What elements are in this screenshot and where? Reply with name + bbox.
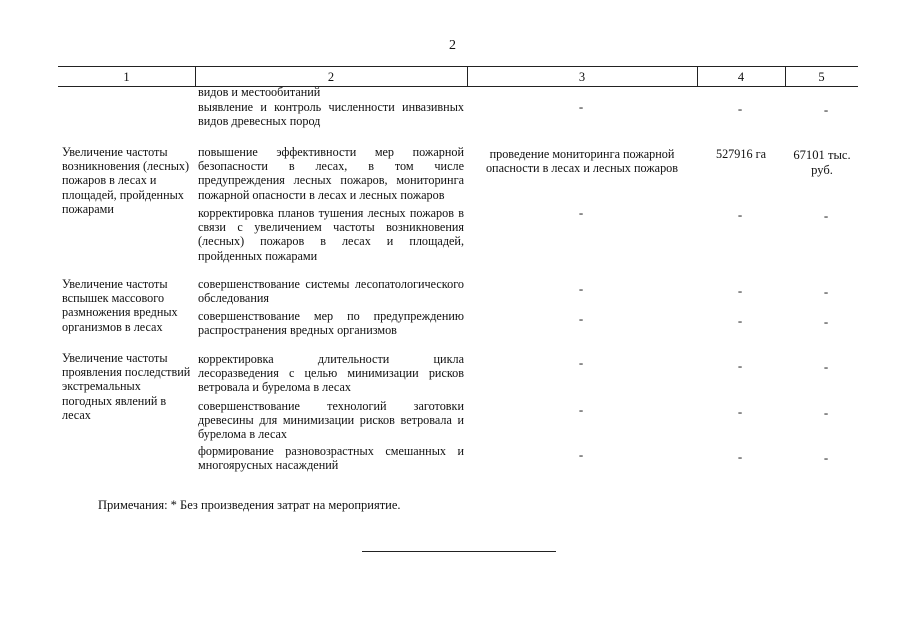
dash-value: - xyxy=(578,281,584,296)
end-rule xyxy=(362,551,556,552)
column-header-3: 3 xyxy=(578,70,586,84)
measure-text: видов и местообитаний xyxy=(198,85,321,99)
measure-text: совершенствование технологий заготовки древесины для минимизации рисков ветровала и бурелома в лесах xyxy=(198,399,464,442)
dash-value: - xyxy=(578,99,584,114)
column-header-5: 5 xyxy=(818,70,825,84)
measure-text: повышение эффективности мер пожарной безопасности в лесах, в том числе предупреждения лесных пожаров, мониторинга пожарной опасности в лесах и лесных пожаров xyxy=(198,145,464,202)
page-number: 2 xyxy=(449,38,456,53)
dash-value: - xyxy=(823,450,829,465)
measure-text: совершенствование мер по предупреждению распространения вредных организмов xyxy=(198,309,464,338)
dash-value: - xyxy=(578,402,584,417)
dash-value: - xyxy=(823,102,829,117)
measure-text: корректировка длительности цикла лесоразведения с целью минимизации рисков ветровала и бурелома в лесах xyxy=(198,352,464,395)
dash-value: - xyxy=(737,207,743,222)
dash-value: - xyxy=(578,205,584,220)
dash-value: - xyxy=(823,405,829,420)
dash-value: - xyxy=(737,313,743,328)
dash-value: - xyxy=(737,404,743,419)
dash-value: - xyxy=(823,359,829,374)
dash-value: - xyxy=(823,208,829,223)
measure-text: формирование разновозрастных смешанных и многоярусных насаждений xyxy=(198,444,464,473)
dash-value: - xyxy=(737,449,743,464)
column-header-1: 1 xyxy=(123,70,130,84)
risk-text: Увеличение частоты возникновения (лесных) пожаров в лесах и площадей, пройденных пожарами xyxy=(62,145,190,216)
dash-value: - xyxy=(578,355,584,370)
risk-text: Увеличение частоты вспышек массового размножения вредных организмов в лесах xyxy=(62,277,178,334)
table-top-rule xyxy=(58,66,858,67)
dash-value: - xyxy=(737,358,743,373)
measure-text: совершенствование системы лесопатологического обследования xyxy=(198,277,464,306)
footnote: Примечания: * Без произведения затрат на мероприятие. xyxy=(98,498,401,512)
measure-text: выявление и контроль численности инвазивных видов древесных пород xyxy=(198,100,464,129)
dash-value: - xyxy=(823,284,829,299)
risk-text: Увеличение частоты проявления последствий экстремальных погодных явлений в лесах xyxy=(62,351,191,422)
column3-text: проведение мониторинга пожарной опасности в лесах и лесных пожаров xyxy=(485,147,679,176)
measure-text: корректировка планов тушения лесных пожаров в связи с увеличением частоты возникновения (лесных) пожаров в лесах и площадей, пройденных пожарами xyxy=(198,206,464,263)
dash-value: - xyxy=(737,283,743,298)
cost-value: 67101 тыс. руб. xyxy=(793,148,851,177)
dash-value: - xyxy=(578,447,584,462)
dash-value: - xyxy=(737,101,743,116)
dash-value: - xyxy=(823,314,829,329)
area-value: 527916 га xyxy=(715,147,767,161)
dash-value: - xyxy=(578,311,584,326)
column-header-4: 4 xyxy=(737,70,745,84)
column-header-2: 2 xyxy=(327,70,335,84)
